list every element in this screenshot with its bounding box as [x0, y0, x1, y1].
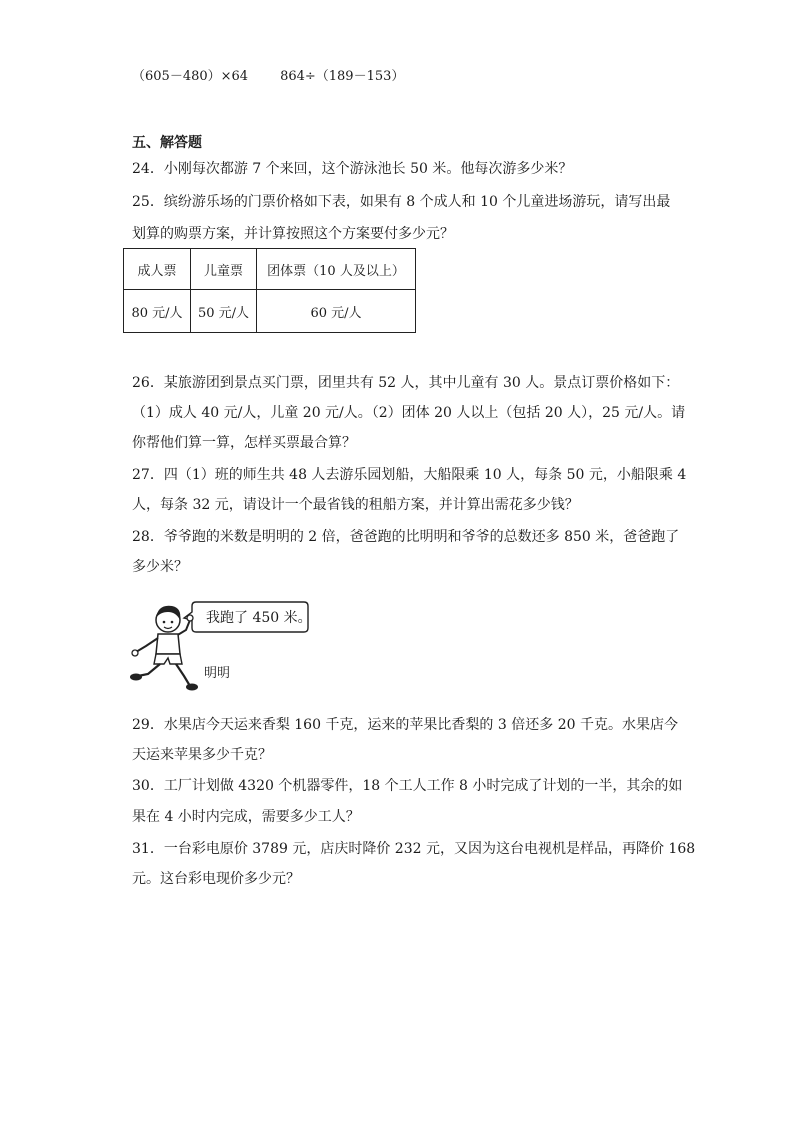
question-26-line-2: （1）成人 40 元/人，儿童 20 元/人。（2）团体 20 人以上（包括 20 人），25 元/人。请: [132, 405, 686, 421]
value-group: 60 元/人: [257, 290, 416, 333]
question-25-line-1: 25．缤纷游乐场的门票价格如下表，如果有 8 个成人和 10 个儿童进场游玩，请写出最: [132, 194, 671, 210]
speech-bubble-text: 我跑了 450 米。: [206, 610, 312, 626]
header-group: 团体票（10 人及以上）: [257, 249, 416, 290]
price-table: [123, 248, 416, 333]
calc-expr-2: 864÷（189－153）: [280, 69, 405, 84]
question-26-line-1: 26．某旅游团到景点买门票，团里共有 52 人，其中儿童有 30 人。景点订票价格如下：: [132, 375, 680, 391]
price-table-header-row: [124, 249, 416, 290]
question-28-line-2: 多少米？: [132, 559, 188, 575]
question-26-line-3: 你帮他们算一算，怎样买票最合算？: [132, 435, 356, 451]
question-27-line-1: 27．四（1）班的师生共 48 人去游乐园划船，大船限乘 10 人，每条 50 元，小船限乘 4: [132, 467, 687, 483]
section-title: 五、解答题: [132, 135, 202, 151]
question-25-line-2: 划算的购票方案，并计算按照这个方案要付多少元？: [132, 226, 454, 242]
question-31-line-1: 31．一台彩电原价 3789 元，店庆时降价 232 元，又因为这台电视机是样品，再降价 168: [132, 841, 696, 857]
question-30-line-1: 30．工厂计划做 4320 个机器零件，18 个工人工作 8 小时完成了计划的一半，其余的如: [132, 778, 683, 794]
question-28-line-1: 28．爷爷跑的米数是明明的 2 倍，爸爸跑的比明明和爷爷的总数还多 850 米，爸爸跑了: [132, 529, 680, 545]
question-27-line-2: 人，每条 32 元，请设计一个最省钱的租船方案，并计算出需花多少钱？: [132, 497, 579, 513]
value-adult: 80 元/人: [124, 290, 191, 333]
question-29-line-2: 天运来苹果多少千克？: [132, 747, 272, 763]
header-child: 儿童票: [191, 249, 257, 290]
question-24: 24．小刚每次都游 7 个来回，这个游泳池长 50 米。他每次游多少米？: [132, 161, 573, 177]
price-table-value-row: [124, 290, 416, 333]
value-child: 50 元/人: [191, 290, 257, 333]
question-30-line-2: 果在 4 小时内完成，需要多少工人？: [132, 809, 360, 825]
calc-expr-1: （605－480）×64: [132, 69, 249, 84]
question-29-line-1: 29．水果店今天运来香梨 160 千克，运来的苹果比香梨的 3 倍还多 20 千克。水果店今: [132, 717, 678, 733]
calc-expressions: [132, 68, 404, 86]
question-31-line-2: 元。这台彩电现价多少元？: [132, 871, 300, 887]
character-name-label: 明明: [204, 666, 231, 681]
header-adult: 成人票: [124, 249, 191, 290]
